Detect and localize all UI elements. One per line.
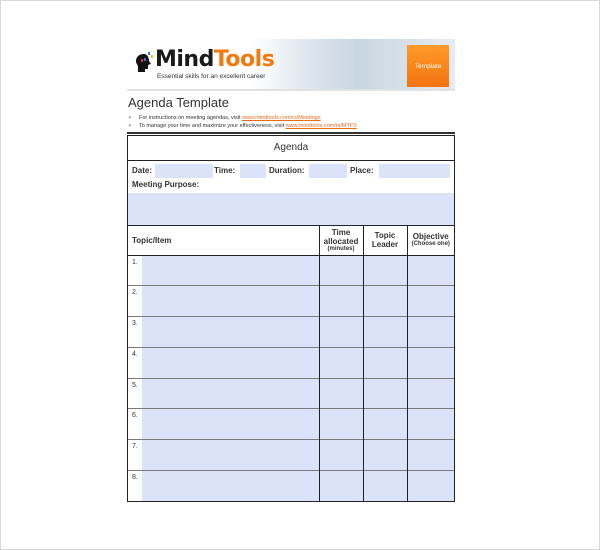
mindtools-head-logo-icon (135, 51, 153, 73)
meeting-purpose-field[interactable] (128, 193, 454, 226)
table-row (128, 471, 454, 502)
objective-field[interactable] (407, 317, 454, 348)
row-number: 6. (132, 412, 138, 420)
row-number: 3. (132, 320, 138, 328)
topic-field[interactable] (142, 286, 319, 316)
table-row (128, 286, 454, 317)
table-header-row (128, 226, 454, 255)
time-allocated-field[interactable] (319, 378, 363, 409)
topic-leader-field[interactable] (363, 440, 407, 471)
mindtools-header-banner (127, 39, 455, 91)
time-label: Time: (214, 166, 236, 175)
row-number: 1. (132, 258, 138, 266)
column-header-objective: Objective (Choose one) (407, 226, 454, 255)
column-header-topic: Topic/Item (128, 226, 319, 255)
meeting-info-row (128, 161, 454, 179)
topic-leader-field[interactable] (363, 317, 407, 348)
logo-tagline: Essential skills for an excellent career (157, 73, 266, 80)
time-field[interactable] (240, 164, 266, 178)
duration-field[interactable] (309, 164, 347, 178)
template-badge: Template (407, 45, 449, 87)
row-number: 5. (132, 381, 138, 389)
topic-field[interactable] (142, 409, 319, 439)
topic-leader-field[interactable] (363, 471, 407, 502)
objective-field[interactable] (407, 409, 454, 440)
agenda-items-table (128, 226, 454, 501)
date-label: Date: (132, 166, 153, 175)
topic-leader-field[interactable] (363, 378, 407, 409)
objective-field[interactable] (407, 255, 454, 286)
column-header-leader: Topic Leader (363, 226, 407, 255)
row-number: 8. (132, 474, 138, 482)
time-allocated-field[interactable] (319, 317, 363, 348)
table-row (128, 409, 454, 440)
topic-leader-field[interactable] (363, 255, 407, 286)
topic-leader-field[interactable] (363, 347, 407, 378)
column-header-time: Time allocated (minutes) (319, 226, 363, 255)
objective-field[interactable] (407, 286, 454, 317)
topic-field[interactable] (142, 317, 319, 347)
date-field[interactable] (155, 164, 213, 178)
table-row (128, 347, 454, 378)
row-number: 2. (132, 289, 138, 297)
place-label: Place: (350, 166, 374, 175)
row-number: 4. (132, 350, 138, 358)
topic-field[interactable] (142, 348, 319, 378)
objective-field[interactable] (407, 471, 454, 502)
topic-field[interactable] (142, 440, 319, 470)
topic-field[interactable] (142, 379, 319, 409)
objective-field[interactable] (407, 440, 454, 471)
agenda-heading: Agenda (128, 136, 454, 161)
table-row (128, 440, 454, 471)
topic-leader-field[interactable] (363, 409, 407, 440)
place-field[interactable] (379, 164, 450, 178)
time-allocated-field[interactable] (319, 286, 363, 317)
meeting-purpose-label: Meeting Purpose: (132, 180, 200, 189)
table-row (128, 317, 454, 348)
objective-field[interactable] (407, 347, 454, 378)
mindtools-logo: MindTools (155, 47, 275, 72)
time-allocated-field[interactable] (319, 347, 363, 378)
time-allocated-field[interactable] (319, 440, 363, 471)
row-number: 7. (132, 443, 138, 451)
time-allocated-field[interactable] (319, 255, 363, 286)
agenda-form (127, 135, 455, 502)
mtfs-link[interactable]: www.mindtools.com/rs/MTFS (285, 123, 357, 129)
time-allocated-field[interactable] (319, 409, 363, 440)
table-row (128, 255, 454, 286)
topic-leader-field[interactable] (363, 286, 407, 317)
meetings-link[interactable]: www.mindtools.com/rs/Meetings (242, 115, 321, 121)
topic-field[interactable] (142, 256, 319, 286)
time-allocated-field[interactable] (319, 471, 363, 502)
topic-field[interactable] (142, 471, 319, 501)
document-title: Agenda Template (128, 95, 229, 110)
instruction-item: • To manage your time and maximize your effectiveness, visit www.mindtools.com/rs/MTFS (129, 122, 357, 130)
objective-field[interactable] (407, 378, 454, 409)
divider (127, 132, 455, 134)
table-row (128, 378, 454, 409)
instruction-item: • For instructions on meeting agendas, visit www.mindtools.com/rs/Meetings (129, 114, 357, 122)
duration-label: Duration: (269, 166, 305, 175)
instruction-list (129, 114, 357, 130)
